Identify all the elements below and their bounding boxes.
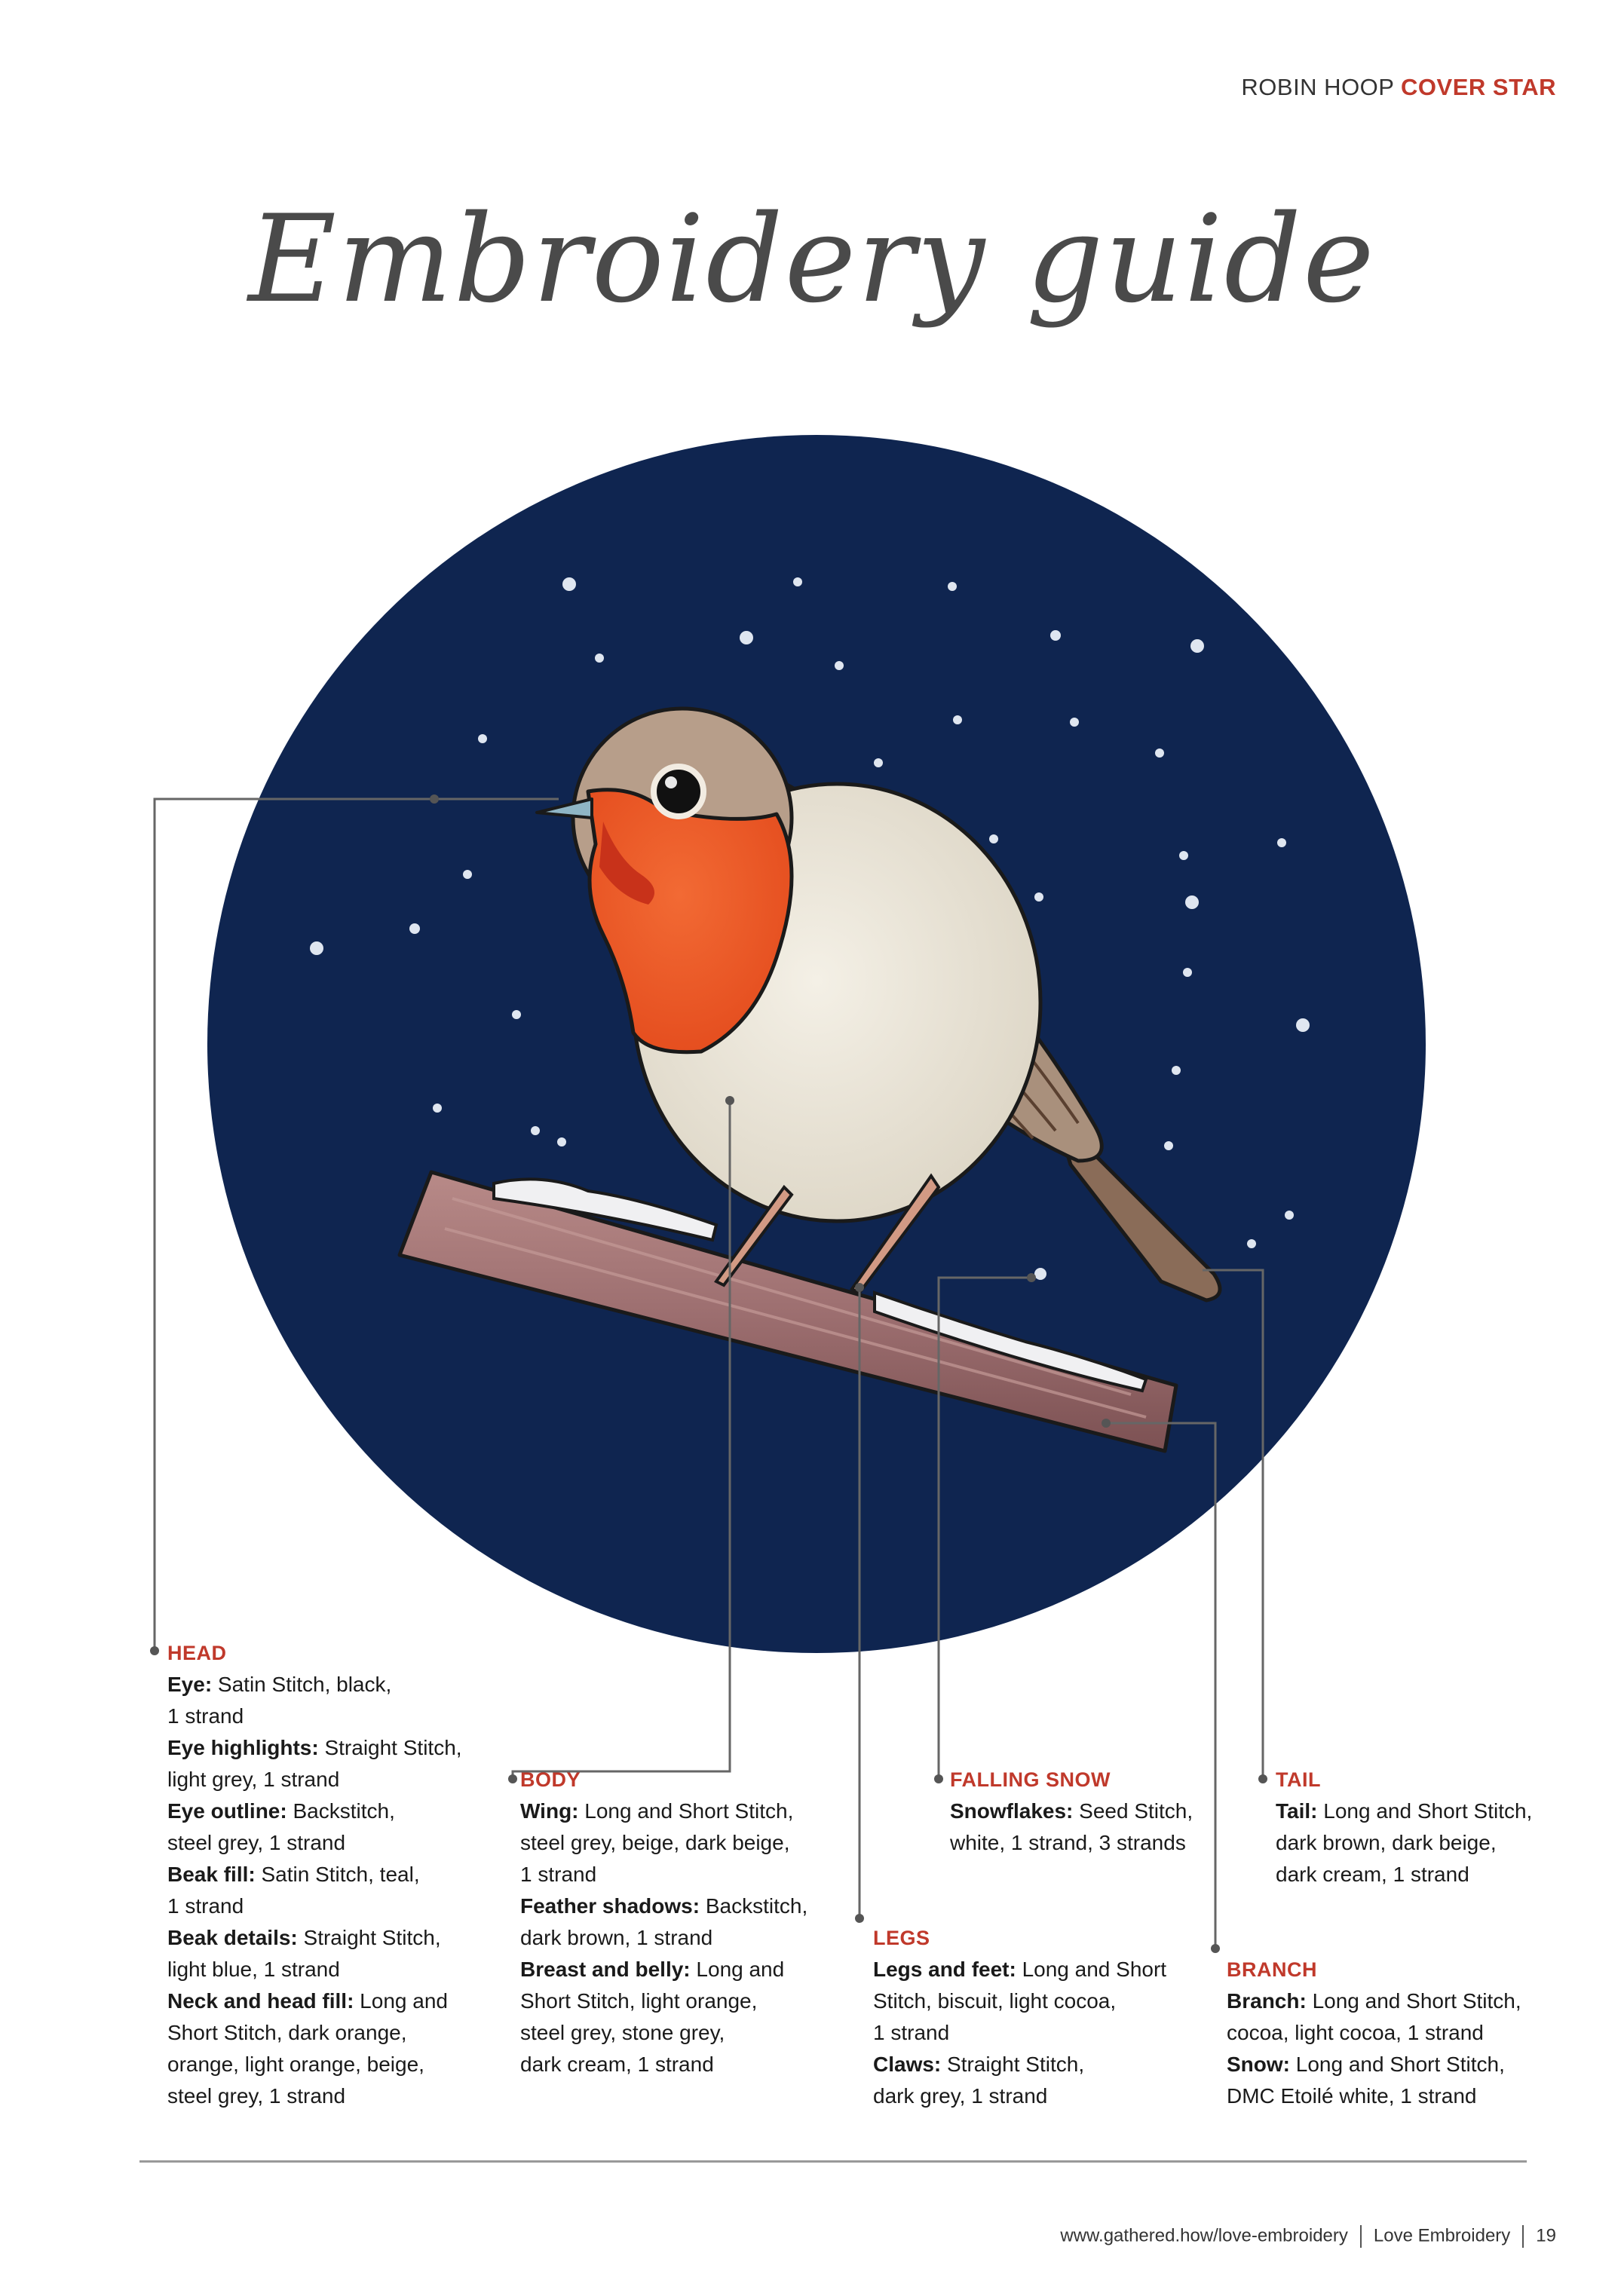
branch-section <box>1227 1954 1521 2112</box>
stitch-line <box>167 1795 462 1827</box>
stitch-line <box>520 2049 807 2080</box>
stitch-label: Snow: <box>1227 2053 1290 2076</box>
stitch-text: Long and Short <box>1016 1958 1167 1981</box>
stitch-lines <box>1276 1795 1532 1890</box>
stitch-line <box>1276 1827 1532 1859</box>
stitch-text: Long and Short Stitch, <box>1317 1799 1533 1823</box>
stitch-text: dark cream, 1 strand <box>520 2053 714 2076</box>
stitch-line <box>520 1890 807 1922</box>
stitch-label: Eye highlights: <box>167 1736 319 1759</box>
footer-magazine: Love Embroidery <box>1373 2225 1511 2246</box>
tail-section <box>1276 1764 1532 1890</box>
section-accent: COVER STAR <box>1401 74 1556 100</box>
stitch-line <box>167 2049 462 2080</box>
stitch-label: Claws: <box>873 2053 942 2076</box>
stitch-text: Short Stitch, light orange, <box>520 1989 758 2013</box>
stitch-text: dark cream, 1 strand <box>1276 1863 1469 1886</box>
stitch-line <box>1276 1859 1532 1890</box>
section-heading: LEGS <box>873 1927 930 1949</box>
stitch-label: Breast and belly: <box>520 1958 691 1981</box>
section-heading: HEAD <box>167 1642 227 1664</box>
section-heading: TAIL <box>1276 1768 1321 1791</box>
stitch-lines <box>1227 1985 1521 2112</box>
stitch-line <box>873 2080 1166 2112</box>
footer-rule <box>139 2160 1527 2163</box>
stitch-line <box>167 1764 462 1795</box>
stitch-line <box>873 1985 1166 2017</box>
stitch-line <box>520 1985 807 2017</box>
stitch-text: DMC Etoilé white, 1 strand <box>1227 2084 1477 2108</box>
stitch-line <box>873 2017 1166 2049</box>
page-title: Embroidery guide <box>248 188 1376 329</box>
stitch-line <box>520 1859 807 1890</box>
stitch-text: Long and Short Stitch, <box>1290 2053 1505 2076</box>
stitch-line <box>520 2017 807 2049</box>
stitch-line <box>167 1859 462 1890</box>
body-section <box>520 1764 807 2080</box>
page-number: 19 <box>1536 2225 1556 2246</box>
stitch-lines <box>873 1954 1166 2112</box>
footer-divider <box>1522 2225 1524 2248</box>
stitch-line <box>950 1827 1193 1859</box>
stitch-text: dark brown, dark beige, <box>1276 1831 1497 1854</box>
stitch-line <box>167 2017 462 2049</box>
stitch-line <box>167 2080 462 2112</box>
section-name: ROBIN HOOP <box>1241 74 1394 100</box>
stitch-text: light blue, 1 strand <box>167 1958 340 1981</box>
stitch-text: steel grey, 1 strand <box>167 2084 346 2108</box>
stitch-line <box>167 1669 462 1701</box>
footer-divider <box>1360 2225 1362 2248</box>
stitch-label: Branch: <box>1227 1989 1307 2013</box>
stitch-text: Straight Stitch, <box>318 1736 462 1759</box>
stitch-text: Long and Short Stitch, <box>578 1799 794 1823</box>
stitch-line <box>520 1795 807 1827</box>
falling-snow-section <box>950 1764 1193 1859</box>
stitch-text: Backstitch, <box>700 1894 808 1918</box>
stitch-text: Seed Stitch, <box>1073 1799 1193 1823</box>
stitch-text: white, 1 strand, 3 strands <box>950 1831 1186 1854</box>
section-heading: BODY <box>520 1768 581 1791</box>
section-heading: BRANCH <box>1227 1958 1317 1981</box>
footer <box>1060 2225 1556 2248</box>
stitch-label: Beak fill: <box>167 1863 256 1886</box>
stitch-text: Long and <box>354 1989 448 2013</box>
stitch-text: cocoa, light cocoa, 1 strand <box>1227 2021 1484 2044</box>
stitch-line <box>873 1954 1166 1985</box>
stitch-text: light grey, 1 strand <box>167 1768 340 1791</box>
stitch-text: Short Stitch, dark orange, <box>167 2021 407 2044</box>
stitch-line <box>167 1701 462 1732</box>
stitch-line <box>950 1795 1193 1827</box>
stitch-text: Stitch, biscuit, light cocoa, <box>873 1989 1117 2013</box>
stitch-text: steel grey, 1 strand <box>167 1831 346 1854</box>
stitch-label: Legs and feet: <box>873 1958 1016 1981</box>
stitch-text: orange, light orange, beige, <box>167 2053 424 2076</box>
stitch-line <box>520 1954 807 1985</box>
stitch-line <box>873 2049 1166 2080</box>
stitch-label: Neck and head fill: <box>167 1989 354 2013</box>
stitch-label: Eye: <box>167 1673 213 1696</box>
stitch-line <box>167 1827 462 1859</box>
stitch-text: Long and Short Stitch, <box>1306 1989 1521 2013</box>
stitch-label: Beak details: <box>167 1926 298 1949</box>
stitch-text: steel grey, beige, dark beige, <box>520 1831 790 1854</box>
stitch-text: Straight Stitch, <box>297 1926 441 1949</box>
stitch-line <box>1227 2049 1521 2080</box>
stitch-lines <box>520 1795 807 2080</box>
stitch-line <box>167 1954 462 1985</box>
stitch-text: Satin Stitch, black, <box>212 1673 392 1696</box>
stitch-line <box>520 1922 807 1954</box>
stitch-text: Backstitch, <box>286 1799 395 1823</box>
stitch-text: 1 strand <box>167 1704 244 1728</box>
stitch-line <box>1276 1795 1532 1827</box>
stitch-text: steel grey, stone grey, <box>520 2021 725 2044</box>
stitch-label: Feather shadows: <box>520 1894 700 1918</box>
stitch-line <box>1227 2080 1521 2112</box>
stitch-text: dark brown, 1 strand <box>520 1926 713 1949</box>
head-section <box>167 1637 462 2112</box>
stitch-line <box>167 1922 462 1954</box>
footer-url[interactable]: www.gathered.how/love-embroidery <box>1060 2225 1348 2246</box>
stitch-line <box>167 1732 462 1764</box>
stitch-text: Straight Stitch, <box>941 2053 1085 2076</box>
stitch-text: 1 strand <box>520 1863 597 1886</box>
section-heading: FALLING SNOW <box>950 1768 1111 1791</box>
stitch-text: Long and <box>690 1958 785 1981</box>
stitch-text: 1 strand <box>873 2021 950 2044</box>
stitch-lines <box>950 1795 1193 1859</box>
stitch-line <box>520 1827 807 1859</box>
stitch-text: dark grey, 1 strand <box>873 2084 1048 2108</box>
stitch-lines <box>167 1669 462 2112</box>
legs-section <box>873 1922 1166 2112</box>
stitch-label: Tail: <box>1276 1799 1318 1823</box>
stitch-label: Wing: <box>520 1799 579 1823</box>
stitch-label: Snowflakes: <box>950 1799 1074 1823</box>
stitch-line <box>167 1890 462 1922</box>
stitch-text: Satin Stitch, teal, <box>255 1863 420 1886</box>
stitch-label: Eye outline: <box>167 1799 287 1823</box>
robin-eye <box>654 767 703 816</box>
stitch-line <box>167 1985 462 2017</box>
stitch-line <box>1227 1985 1521 2017</box>
stitch-text: 1 strand <box>167 1894 244 1918</box>
stitch-line <box>1227 2017 1521 2049</box>
